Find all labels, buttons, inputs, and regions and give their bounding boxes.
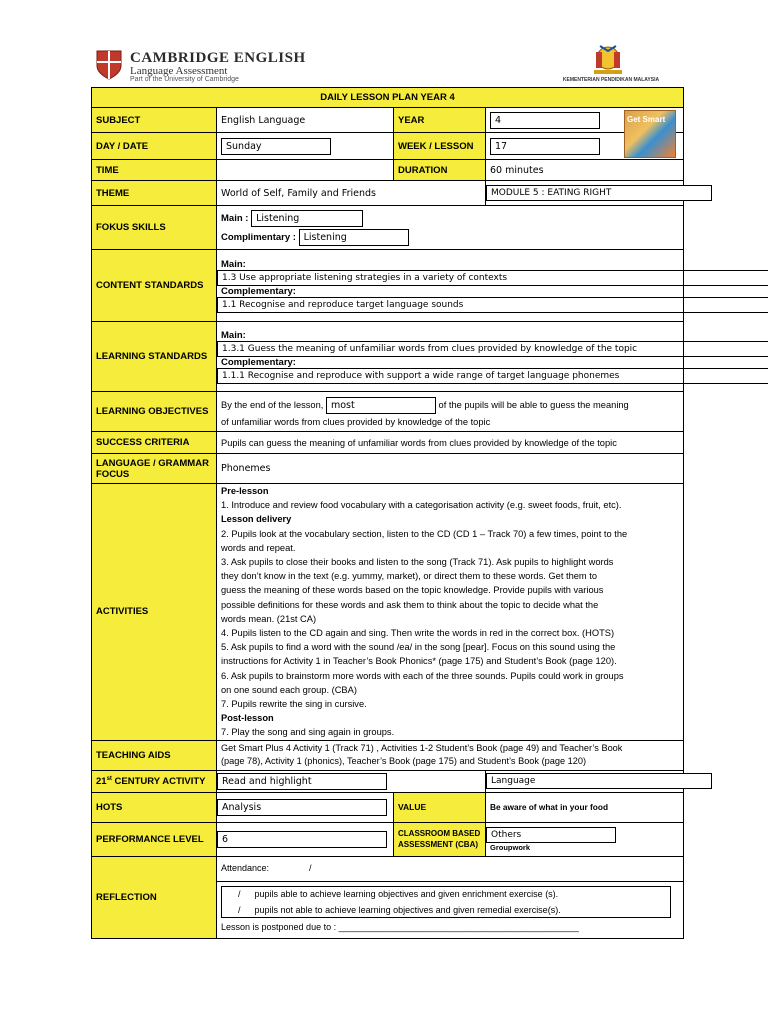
fokus-label: FOKUS SKILLS bbox=[92, 206, 217, 250]
attendance-label: Attendance: bbox=[221, 862, 270, 873]
objective-post: of the pupils will be able to guess the meaning bbox=[438, 399, 629, 410]
duration-label: DURATION bbox=[394, 160, 486, 181]
language-value: Phonemes bbox=[217, 454, 684, 484]
value-label: VALUE bbox=[394, 792, 486, 822]
learning-label: LEARNING STANDARDS bbox=[92, 322, 217, 392]
theme-label: THEME bbox=[92, 181, 217, 206]
day-label: DAY / DATE bbox=[92, 133, 217, 160]
language-label: LANGUAGE / GRAMMAR FOCUS bbox=[92, 454, 217, 484]
content-main-value: 1.3 Use appropriate listening strategies in a variety of contexts bbox=[217, 270, 768, 286]
org-title: CAMBRIDGE ENGLISH bbox=[130, 50, 306, 66]
duration-value: 60 minutes bbox=[486, 160, 684, 181]
perf-label: PERFORMANCE LEVEL bbox=[92, 822, 217, 856]
activities-label: ACTIVITIES bbox=[92, 484, 217, 741]
learning-main-value: 1.3.1 Guess the meaning of unfamiliar words from clues provided by knowledge of the topic bbox=[217, 341, 768, 357]
perf-value: 6 bbox=[217, 831, 387, 848]
activity-line: 4. Pupils listen to the CD again and sing. Then write the words in red in the correct box. (HOTS) bbox=[221, 628, 615, 639]
fokus-main-value: Listening bbox=[251, 210, 363, 227]
time-label: TIME bbox=[92, 160, 217, 181]
activity-line: 7. Play the song and sing again in groups. bbox=[221, 727, 395, 738]
cambridge-shield-icon bbox=[96, 50, 122, 80]
ministry-crest-icon bbox=[588, 44, 628, 76]
activity-line: words mean. (21st CA) bbox=[221, 613, 317, 624]
activity-line: Pre-lesson bbox=[221, 486, 269, 496]
activity-line: on one sound each group. (CBA) bbox=[221, 684, 357, 695]
subject-label: SUBJECT bbox=[92, 108, 217, 133]
activity-line: Lesson delivery bbox=[221, 514, 292, 525]
learning-comp-value: 1.1.1 Recognise and reproduce with support a wide range of target language phonemes bbox=[217, 368, 768, 384]
lesson-plan-table bbox=[91, 87, 684, 939]
objective-box: most bbox=[326, 397, 436, 414]
activity-line: 6. Ask pupils to brainstorm more words with each of the three sounds. Pupils could work in groups bbox=[221, 670, 624, 681]
reflection-line1: pupils able to achieve learning objectives and given enrichment exercise (s). bbox=[254, 888, 559, 899]
ref2-slash: / bbox=[238, 904, 241, 915]
reflection-label: REFLECTION bbox=[92, 856, 217, 938]
day-value: Sunday bbox=[221, 138, 331, 155]
teaching-line2: (page 78), Activity 1 (phonics), Teacher’s Book (page 175) and Student’s Book (page 120) bbox=[221, 756, 587, 767]
ministry-name: KEMENTERIAN PENDIDIKAN MALAYSIA bbox=[562, 77, 660, 83]
activity-line: 1. Introduce and review food vocabulary with a categorisation activity (e.g. sweet foods, fruit, etc). bbox=[221, 500, 622, 511]
time-value bbox=[217, 160, 394, 181]
cba-value2: Groupwork bbox=[490, 842, 531, 852]
activity-line: they don’t know in the text (e.g. yummy, market), or direct them to these words. Get them to bbox=[221, 571, 597, 582]
content-label: CONTENT STANDARDS bbox=[92, 250, 217, 322]
activity-line: 7. Pupils rewrite the sing in cursive. bbox=[221, 699, 367, 710]
century-value: Read and highlight bbox=[217, 773, 387, 790]
success-label: SUCCESS CRITERIA bbox=[92, 432, 217, 454]
learning-comp-label: Complementary: bbox=[221, 356, 296, 368]
year-label: YEAR bbox=[394, 108, 486, 133]
teaching-line1: Get Smart Plus 4 Activity 1 (Track 71) , Activities 1-2 Student’s Book (page 49) and Teacher’s Book bbox=[221, 743, 623, 754]
activity-line: possible definitions for these words and ask them to think about the topic to decide what the bbox=[221, 599, 599, 610]
teaching-label: TEACHING AIDS bbox=[92, 740, 217, 770]
activities-list bbox=[217, 484, 684, 741]
ref1-slash: / bbox=[238, 888, 241, 899]
activity-line: guess the meaning of these words based on the topic knowledge. Provide pupils with various bbox=[221, 585, 604, 596]
fokus-comp-value: Listening bbox=[299, 229, 409, 246]
plan-title: DAILY LESSON PLAN YEAR 4 bbox=[92, 88, 684, 108]
hots-label: HOTS bbox=[92, 792, 217, 822]
week-value: 17 bbox=[490, 138, 600, 155]
textbook-cover-image: Get Smart bbox=[624, 110, 676, 158]
cba-value: Others bbox=[486, 827, 616, 843]
content-comp-value: 1.1 Recognise and reproduce target language sounds bbox=[217, 297, 768, 313]
org-subtitle: Language Assessment bbox=[130, 65, 228, 77]
century-value2: Language bbox=[486, 773, 712, 789]
module-value: MODULE 5 : EATING RIGHT bbox=[486, 185, 712, 201]
reflection-line2: pupils not able to achieve learning objectives and given remedial exercise(s). bbox=[254, 904, 561, 915]
value-value: Be aware of what in your food bbox=[486, 792, 684, 822]
activity-line: 3. Ask pupils to close their books and listen to the song (Track 71). Ask pupils to highlight words bbox=[221, 557, 614, 568]
activity-line: 5. Ask pupils to find a word with the sound /ea/ in the song [pear]. Focus on this sound using the bbox=[221, 642, 616, 653]
cambridge-logo bbox=[96, 50, 326, 84]
attendance-slash: / bbox=[309, 862, 312, 873]
content-comp-label: Complementary: bbox=[221, 285, 296, 297]
week-label: WEEK / LESSON bbox=[394, 133, 486, 160]
hots-value: Analysis bbox=[217, 799, 387, 816]
theme-value: World of Self, Family and Friends bbox=[217, 181, 486, 206]
cba-label: CLASSROOM BASED ASSESSMENT (CBA) bbox=[394, 822, 486, 856]
activity-line: 2. Pupils look at the vocabulary section, listen to the CD (CD 1 – Track 70) a few times, point to the bbox=[221, 528, 628, 539]
activity-line: instructions for Activity 1 in Teacher’s Book Phonics* (page 175) and Student’s Book (page 120). bbox=[221, 656, 617, 667]
success-value: Pupils can guess the meaning of unfamiliar words from clues provided by knowledge of the topic bbox=[217, 432, 684, 454]
objective-pre: By the end of the lesson, bbox=[221, 399, 324, 410]
learning-main-label: Main: bbox=[221, 329, 246, 341]
postponed-line: Lesson is postponed due to : ________________________________________________ bbox=[221, 921, 579, 932]
activity-line: words and repeat. bbox=[221, 542, 296, 553]
subject-value: English Language bbox=[217, 108, 394, 133]
century-label: 21st CENTURY ACTIVITY bbox=[92, 770, 217, 792]
org-part: Part of the University of Cambridge bbox=[130, 76, 239, 83]
objectives-label: LEARNING OBJECTIVES bbox=[92, 392, 217, 432]
fokus-comp-label: Complimentary : bbox=[221, 231, 296, 243]
ministry-logo bbox=[556, 44, 666, 86]
activity-line: Post-lesson bbox=[221, 713, 274, 724]
content-main-label: Main: bbox=[221, 258, 246, 270]
year-value: 4 bbox=[490, 112, 600, 129]
fokus-main-label: Main : bbox=[221, 212, 249, 224]
objective-line2: of unfamiliar words from clues provided by knowledge of the topic bbox=[221, 416, 491, 427]
